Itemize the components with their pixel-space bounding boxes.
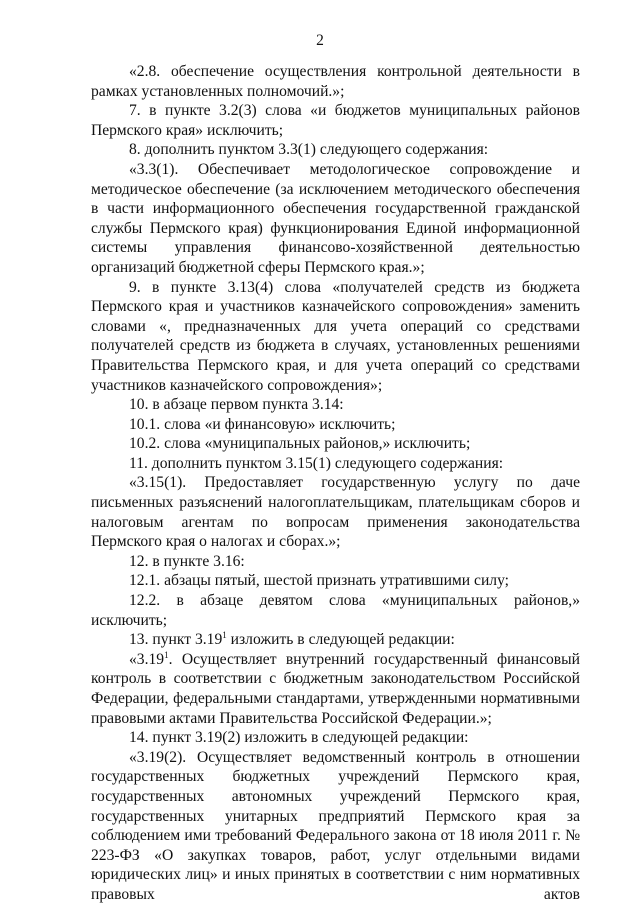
paragraph-item-12: 12. в пункте 3.16:	[129, 552, 245, 570]
paragraph-item-7: 7. в пункте 3.2(3) слова «и бюджетов муниципальных районов Пермского края» исключить;	[91, 102, 580, 139]
paragraph-3-19-1-after: . Осуществляет внутренний государственный финансовый контроль в соответствии с бюджетным законодательством Российской Федерации, федеральными стандартами, утвержденными нормативными правовыми актами Правительства Российской Федерации.»;	[91, 650, 580, 727]
paragraph-2-8: «2.8. обеспечение осуществления контрольной деятельности в рамках установленных полномочий.»;	[91, 63, 580, 100]
paragraph-3-3-1: «3.3(1). Обеспечивает методологическое сопровождение и методическое обеспечение (за исключением методического обеспечения в части информационного обеспечения государственной гражданской службы Пермского края) функционирования Единой информационной системы управления финансово-хозяйственной деятельностью организаций бюджетной сферы Пермского края.»;	[91, 160, 580, 276]
paragraph-item-13-after: изложить в следующей редакции:	[226, 631, 455, 649]
paragraph-item-10-2: 10.2. слова «муниципальных районов,» исключить;	[129, 435, 471, 453]
superscript-1: 1	[222, 630, 227, 641]
paragraph-item-9: 9. в пункте 3.13(4) слова «получателей средств из бюджета Пермского края и участников казначейского сопровождения» заменить словами «, предназначенных для учета операций со средствами получателей средств из бюджета в случаях, установленных решениями Правительства Пермского края, и для учета операций со средствами участников казначейского сопровождения»;	[91, 278, 580, 394]
superscript-1: 1	[164, 649, 169, 660]
paragraph-item-10: 10. в абзаце первом пункта 3.14:	[129, 396, 344, 414]
document-body	[91, 62, 580, 905]
paragraph-3-19-1	[91, 650, 580, 728]
paragraph-item-8: 8. дополнить пунктом 3.3(1) следующего содержания:	[129, 141, 489, 159]
paragraph-3-15-1: «3.15(1). Предоставляет государственную услугу по даче письменных разъяснений налогоплательщикам, плательщикам сборов и налоговым агентам по вопросам применения законодательства Пермского края о налогах и сборах.»;	[91, 474, 580, 551]
paragraph-item-10-1: 10.1. слова «и финансовую» исключить;	[129, 415, 396, 433]
paragraph-3-19-2: «3.19(2). Осуществляет ведомственный контроль в отношении государственных бюджетных учреждений Пермского края, государственных автономных учреждений Пермского края, государственных унитарных предприятий Пермского края за соблюдением ими требований Федерального закона от 18 июля 2011 г. № 223-ФЗ «О закупках товаров, работ, услуг отдельными видами юридических лиц» и иных принятых в соответствии с ним нормативных правовых актов	[91, 748, 580, 903]
paragraph-item-12-2: 12.2. в абзаце девятом слова «муниципальных районов,» исключить;	[91, 592, 580, 629]
paragraph-item-11: 11. дополнить пунктом 3.15(1) следующего содержания:	[129, 454, 504, 472]
paragraph-item-12-1: 12.1. абзацы пятый, шестой признать утратившими силу;	[129, 572, 509, 590]
paragraph-item-13	[91, 630, 580, 650]
page-number: 2	[316, 32, 324, 49]
paragraph-3-19-1-before: «3.19	[129, 650, 165, 668]
paragraph-item-14: 14. пункт 3.19(2) изложить в следующей редакции:	[129, 729, 469, 747]
paragraph-item-13-before: 13. пункт 3.19	[129, 631, 223, 649]
